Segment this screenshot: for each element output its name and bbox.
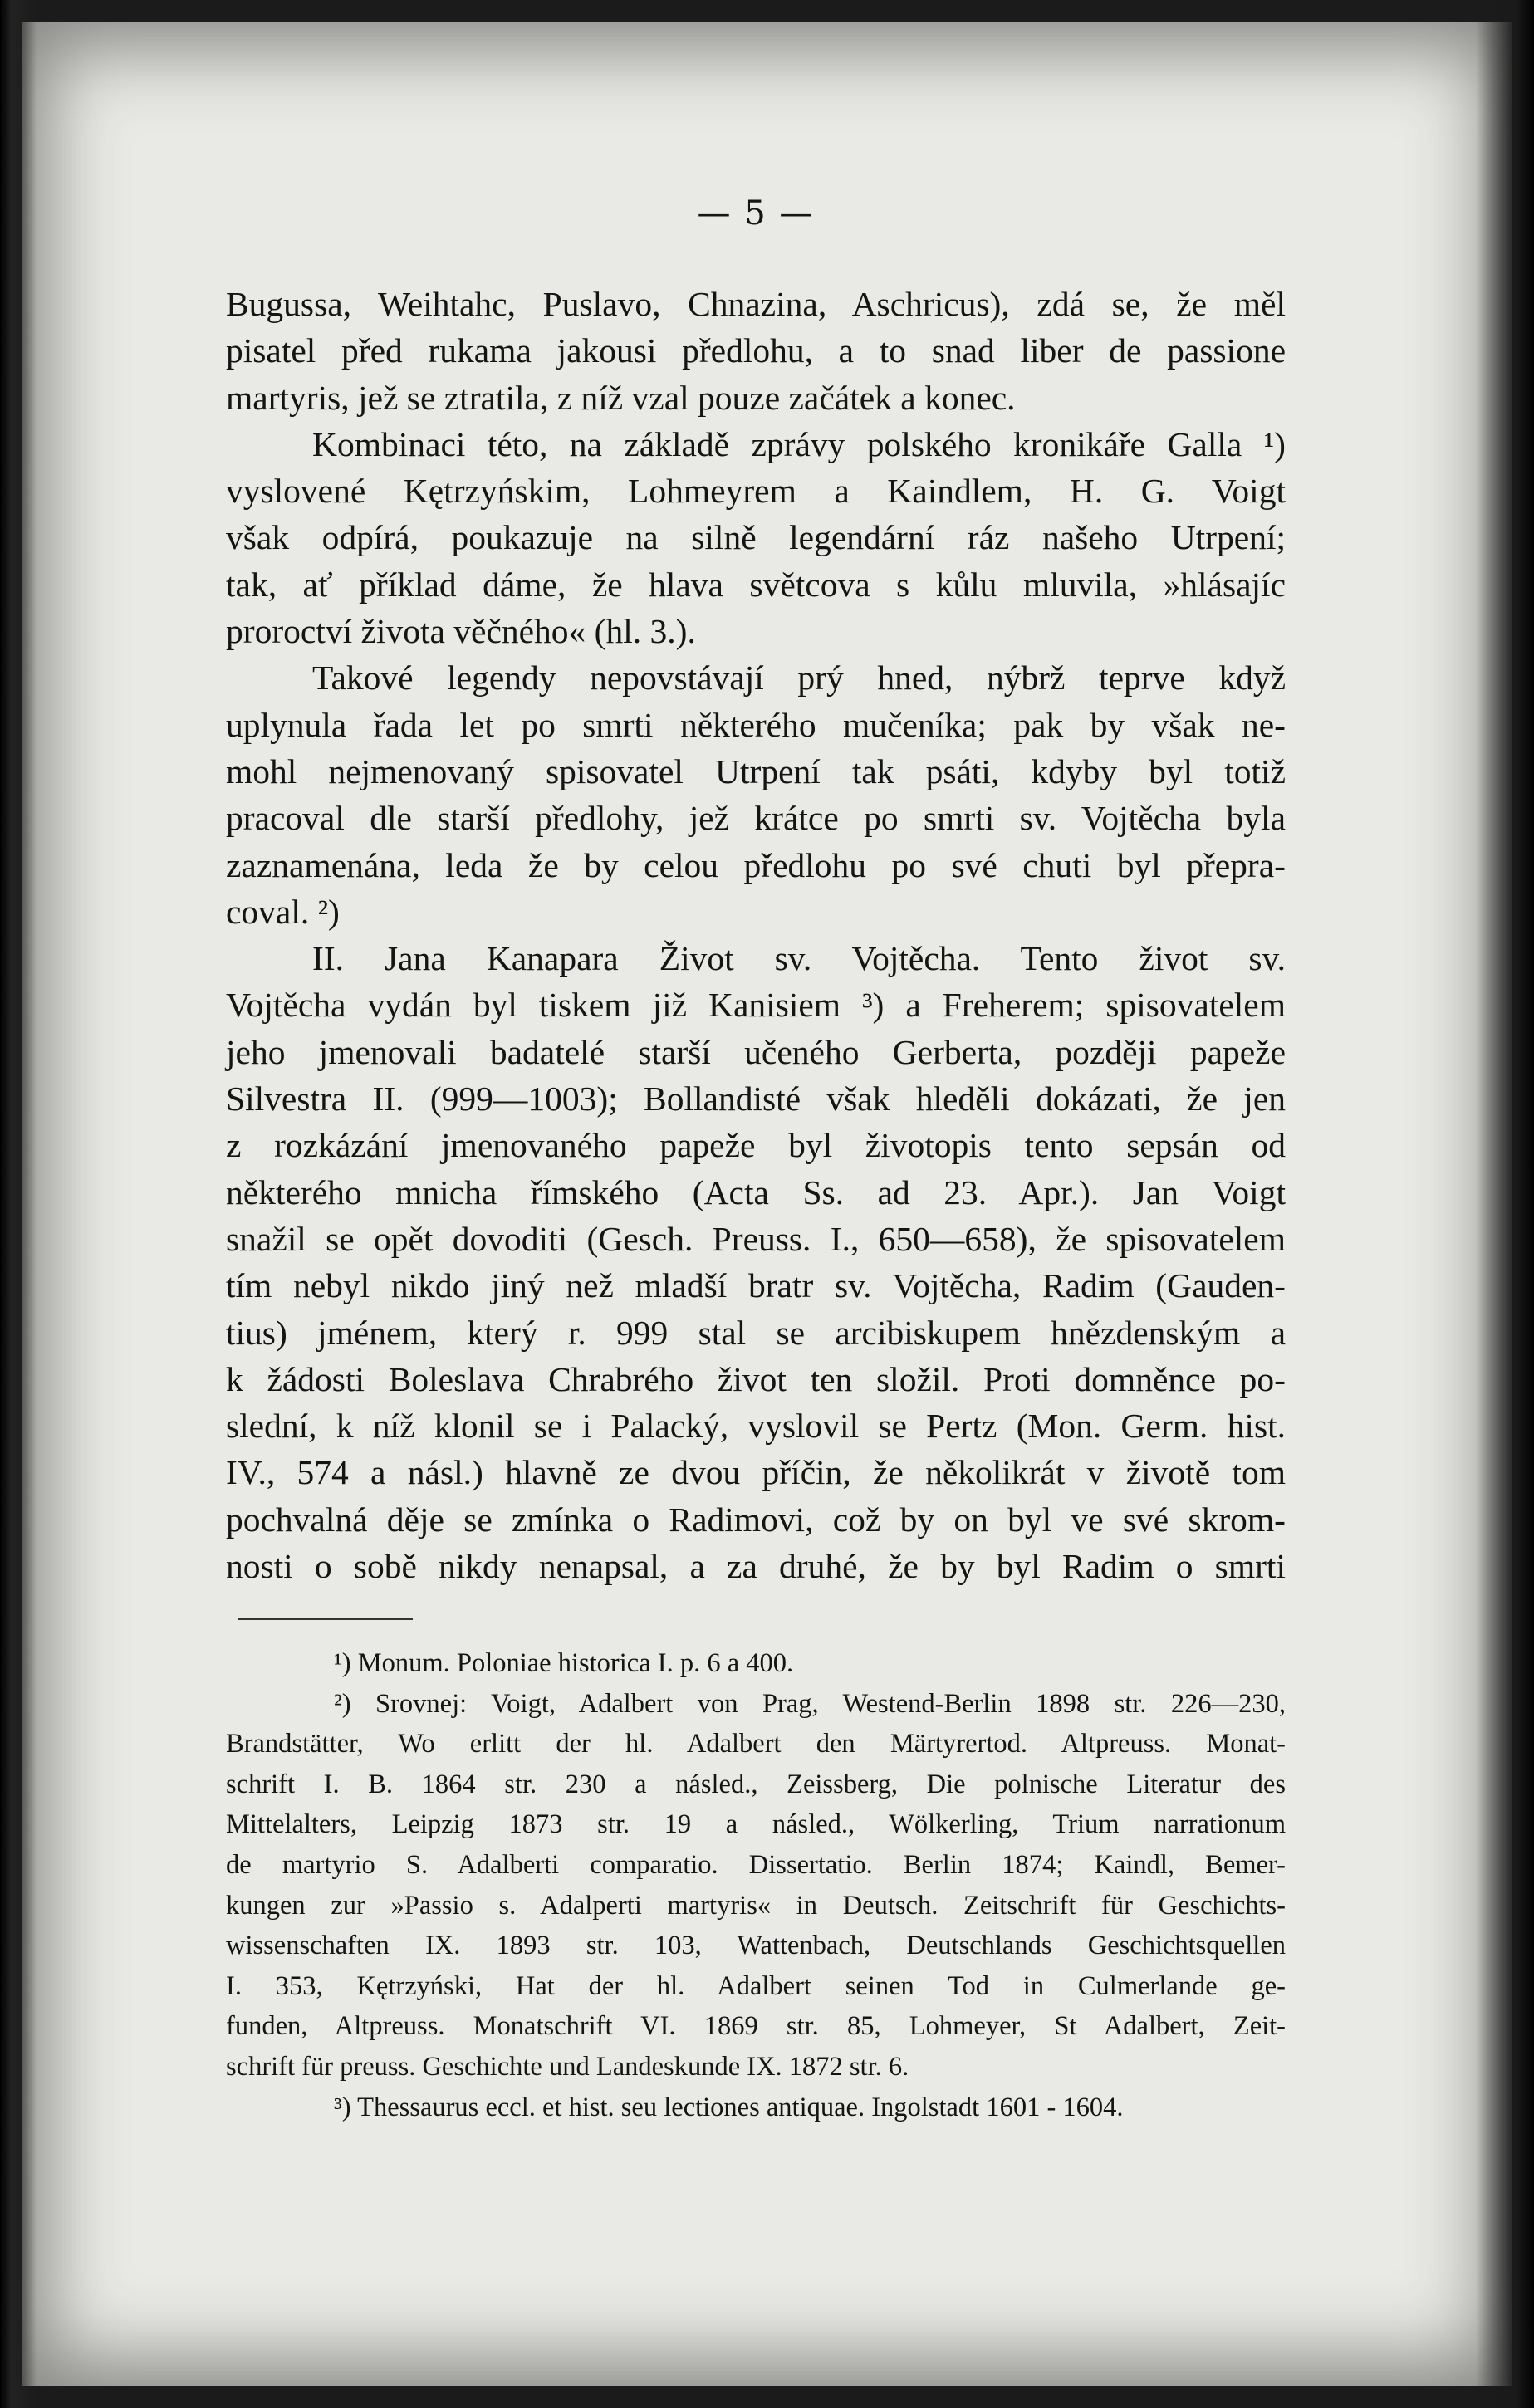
body-line: k žádosti Boleslava Chrabrého život ten složil. Proti domněnce po- (226, 1359, 1286, 1398)
footnote-line: Mittelalters, Leipzig 1873 str. 19 a násled., Wölkerling, Trium narrationum (226, 1809, 1286, 1840)
footnote-line: Brandstätter, Wo erlitt der hl. Adalbert den Märtyrertod. Altpreuss. Monat- (226, 1729, 1286, 1760)
body-line: pracoval dle starší předlohy, jež krátce po smrti sv. Vojtěcha byla (226, 799, 1286, 838)
body-line: mohl nejmenovaný spisovatel Utrpení tak psáti, kdyby byl totiž (226, 751, 1286, 790)
footnote-line: schrift I. B. 1864 str. 230 a násled., Zeissberg, Die polnische Literatur des (226, 1769, 1286, 1799)
body-line: pochvalná děje se zmínka o Radimovi, což by on byl ve své skrom- (226, 1500, 1286, 1539)
body-line: uplynula řada let po smrti některého mučeníka; pak by však ne- (226, 705, 1286, 744)
body-line: vyslovené Kętrzyńskim, Lohmeyrem a Kaindlem, H. G. Voigt (226, 472, 1286, 511)
body-line: pisatel před rukama jakousi předlohu, a to snad liber de passione (226, 331, 1286, 370)
body-line: Kombinaci této, na základě zprávy polského kronikáře Galla ¹) (312, 424, 1286, 463)
body-line: však odpírá, poukazuje na silně legendární ráz našeho Utrpení; (226, 518, 1286, 557)
footnote-line: I. 353, Kętrzyński, Hat der hl. Adalbert seinen Tod in Culmerlande ge- (226, 1970, 1286, 2001)
footnote-line: wissenschaften IX. 1893 str. 103, Wattenbach, Deutschlands Geschichtsquellen (226, 1931, 1286, 1961)
body-line: IV., 574 a násl.) hlavně ze dvou příčin, že několikrát v životě tom (226, 1453, 1286, 1492)
section-heading-line: II. Jana Kanapara Život sv. Vojtěcha. Tento život sv. (312, 939, 1286, 978)
body-line: tím nebyl nikdo jiný než mladší bratr sv. Vojtěcha, Radim (Gauden- (226, 1266, 1286, 1305)
scan-edge-left (0, 0, 37, 2408)
footnote-line: ²) Srovnej: Voigt, Adalbert von Prag, Westend-Berlin 1898 str. 226—230, (334, 1688, 1286, 1719)
body-line: Bugussa, Weihtahc, Puslavo, Chnazina, Aschricus), zdá se, že měl (226, 285, 1286, 323)
body-line: zaznamenána, leda že by celou předlohu po své chuti byl přepra- (226, 845, 1286, 884)
footnote-separator (238, 1618, 413, 1620)
body-line: některého mnicha římského (Acta Ss. ad 23. Apr.). Jan Voigt (226, 1172, 1286, 1211)
footnote-line: de martyrio S. Adalberti comparatio. Dissertatio. Berlin 1874; Kaindl, Bemer- (226, 1849, 1286, 1880)
page-number: — 5 — (697, 194, 815, 232)
body-line: coval. ²) (226, 892, 340, 931)
body-line: tius) jménem, který r. 999 stal se arcibiskupem hnězdenským a (226, 1313, 1286, 1352)
footnote-line: schrift für preuss. Geschichte und Landeskunde IX. 1872 str. 6. (226, 2051, 909, 2082)
footnote-line: kungen zur »Passio s. Adalperti martyris« in Deutsch. Zeitschrift für Geschichts- (226, 1890, 1286, 1921)
body-line: snažil se opět dovoditi (Gesch. Preuss. I., 650—658), že spisovatelem (226, 1219, 1286, 1258)
footnote-line: ¹) Monum. Poloniae historica I. p. 6 a 400. (334, 1648, 794, 1678)
body-line: nosti o sobě nikdy nenapsal, a za druhé, že by byl Radim o smrti (226, 1547, 1286, 1586)
body-line: martyris, jež se ztratila, z níž vzal pouze začátek a konec. (226, 378, 1016, 417)
body-line: Takové legendy nepovstávají prý hned, nýbrž teprve když (312, 658, 1286, 697)
body-line: Vojtěcha vydán byl tiskem již Kanisiem ³) a Freherem; spisovatelem (226, 986, 1286, 1025)
body-text (226, 281, 1286, 1589)
body-line: proroctví života věčného« (hl. 3.). (226, 612, 696, 651)
footnotes (226, 1643, 1286, 2127)
body-line: Silvestra II. (999—1003); Bollandisté však hleděli dokázati, že jen (226, 1079, 1286, 1118)
body-line: jeho jmenovali badatelé starší učeného Gerberta, později papeže (226, 1032, 1286, 1071)
scan-edge-right (1476, 0, 1534, 2408)
body-line: z rozkázání jmenovaného papeže byl životopis tento sepsán od (226, 1126, 1286, 1165)
body-line: tak, ať příklad dáme, že hlava světcova s kůlu mluvila, »hlásajíc (226, 565, 1286, 604)
body-line: slední, k níž klonil se i Palacký, vyslovil se Pertz (Mon. Germ. hist. (226, 1407, 1286, 1446)
footnote-line: funden, Altpreuss. Monatschrift VI. 1869 str. 85, Lohmeyer, St Adalbert, Zeit- (226, 2011, 1286, 2042)
footnote-line: ³) Thessaurus eccl. et hist. seu lectiones antiquae. Ingolstadt 1601 - 1604. (334, 2092, 1124, 2122)
